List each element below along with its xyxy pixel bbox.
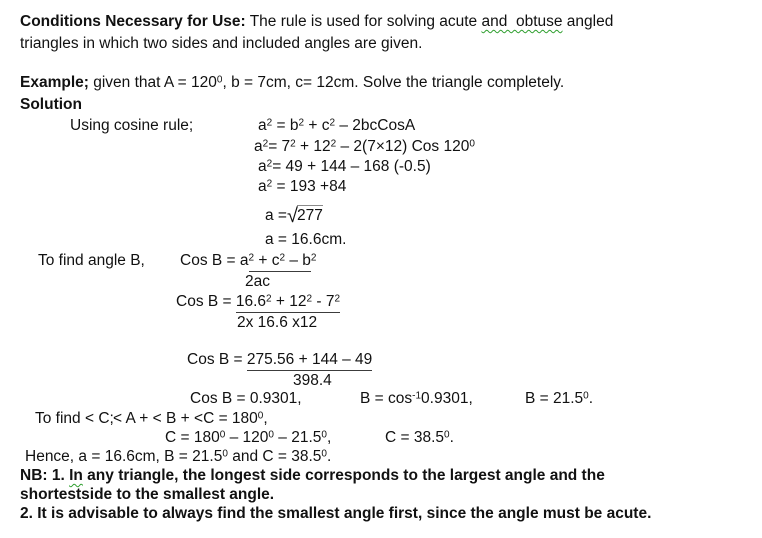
text-run: .	[326, 448, 332, 465]
superscript: 2	[310, 252, 317, 264]
text-run: = b	[272, 117, 299, 134]
superscript: 0	[216, 74, 223, 86]
text-run: shortestside to the smallest angle.	[20, 486, 275, 503]
superscript: 0	[268, 429, 274, 441]
text-run: B = cos	[360, 390, 413, 407]
text-run: .	[588, 390, 594, 407]
superscript: 2	[329, 117, 336, 129]
superscript: 0	[257, 410, 264, 422]
text-run: , b = 7cm, c= 12cm. Solve the triangle completely.	[222, 74, 565, 91]
text-run: Solution	[20, 96, 82, 113]
text-run: and C = 38.5	[227, 448, 322, 465]
example-line	[20, 73, 564, 93]
fraction-numerator	[176, 292, 340, 312]
hence-line	[25, 447, 331, 467]
text-run: B = 21.5	[525, 390, 584, 407]
text-run: a	[254, 138, 263, 155]
text-run: Cos B =	[187, 351, 247, 368]
inverse-cos-expression	[360, 389, 473, 409]
text-run: – 2(7×12) Cos 120	[336, 138, 470, 155]
text-run: given that A = 120	[88, 74, 217, 91]
text-run: a =	[265, 207, 287, 224]
text-run: – b	[285, 252, 311, 269]
underlined-numerator: 275.56 + 144 – 49	[247, 351, 372, 371]
superscript: 2	[306, 293, 313, 305]
text-run: – 21.5	[273, 429, 322, 446]
superscript: 0	[444, 429, 450, 441]
superscript: 2	[298, 117, 305, 129]
superscript: -1	[412, 390, 422, 402]
text-run: .	[449, 429, 454, 446]
conditions-heading: Conditions Necessary for Use:	[20, 13, 246, 30]
solution-heading	[20, 95, 82, 115]
angle-c-value	[385, 428, 454, 448]
underlined-numerator	[249, 252, 311, 272]
equation	[258, 116, 415, 136]
text-run: any triangle, the longest side corresponds to the largest angle and the	[82, 467, 605, 484]
text-run: < A + < B + <C = 180	[113, 410, 258, 427]
nb-line-1	[20, 466, 605, 486]
text-run: 2ac	[245, 273, 270, 290]
text-run: 2x 16.6 x12	[237, 314, 318, 331]
text-run: 16.6	[235, 293, 267, 310]
fraction-denominator	[293, 371, 332, 391]
superscript: 2	[279, 252, 286, 264]
find-angle-c-label: To find < C;	[35, 410, 114, 427]
nb-line-3	[20, 504, 651, 524]
equation-line-4	[258, 177, 346, 197]
sqrt-line	[265, 206, 323, 226]
text-run: = 7	[268, 138, 291, 155]
grammar-flagged-text: In	[69, 467, 83, 484]
text-run: 0.9301,	[421, 390, 473, 407]
radical-icon: √	[286, 205, 298, 227]
conditions-line-1	[20, 12, 613, 32]
angle-sum-equation	[113, 409, 268, 429]
superscript: 2	[330, 138, 337, 150]
superscript: 2	[266, 178, 273, 190]
angle-c-calculation	[165, 428, 331, 448]
fraction-denominator	[245, 272, 270, 292]
superscript: 2	[248, 252, 255, 264]
superscript: 2	[266, 293, 272, 305]
text-run: a	[258, 178, 267, 195]
text-run: – 120	[225, 429, 269, 446]
example-heading: Example;	[20, 74, 89, 91]
text-run: + 12	[271, 293, 307, 310]
text-run: The rule is used for solving acute	[245, 13, 482, 30]
fraction-numerator	[187, 350, 372, 370]
conditions-line-2	[20, 34, 422, 54]
text-run: a	[258, 117, 267, 134]
text-run: = 193 +84	[272, 178, 347, 195]
text-run: triangles in which two sides and included angles are given.	[20, 35, 423, 52]
text-run: = 49 + 144 – 168 (-0.5)	[272, 158, 431, 175]
cosb-value: Cos B = 0.9301,	[190, 390, 302, 407]
superscript: 0	[583, 390, 589, 402]
text-run: a = 16.6cm.	[265, 231, 347, 248]
nb-line-2	[20, 485, 274, 505]
superscript: 0	[219, 429, 226, 441]
text-run: a	[258, 158, 267, 175]
text-run: Cos B =	[176, 293, 236, 310]
text-run: + c	[304, 117, 330, 134]
superscript: 2	[290, 138, 296, 150]
angle-b-value	[525, 389, 593, 409]
text-run: + c	[254, 252, 280, 269]
grammar-flagged-text: and obtuse	[481, 13, 563, 30]
superscript: 0	[321, 448, 327, 460]
text-run: - 7	[312, 293, 335, 310]
cosine-rule-label: Using cosine rule;	[70, 117, 194, 134]
equation-line-3	[258, 157, 431, 177]
find-angle-b-label: To find angle B,	[38, 252, 145, 269]
find-angle-b-line	[0, 251, 762, 331]
text-run: ,	[326, 429, 332, 446]
text-run: angled	[562, 13, 614, 30]
equation-line-2	[254, 137, 475, 157]
text-run: – 2bcCosA	[335, 117, 416, 134]
text-run: 2. It is advisable to always find the smallest angle first, since the angle must be acute.	[20, 505, 652, 522]
text-run: C = 180	[165, 429, 220, 446]
text-run: 398.4	[293, 372, 332, 389]
text-run: Cos B = a	[180, 252, 249, 269]
superscript: 0	[321, 429, 327, 441]
text-run: Hence, a = 16.6cm, B = 21.5	[25, 448, 223, 465]
underlined-numerator	[236, 293, 340, 313]
superscript: 2	[262, 138, 269, 150]
text-run: NB: 1.	[20, 467, 70, 484]
text-run: C = 38.5	[385, 429, 445, 446]
text-run: + 12	[295, 138, 331, 155]
superscript: 0	[469, 138, 475, 150]
text-run: ,	[263, 410, 268, 427]
fraction-numerator	[180, 251, 316, 271]
superscript: 2	[266, 117, 273, 129]
superscript: 2	[334, 293, 341, 305]
a-result-line	[265, 230, 346, 250]
radicand: 277	[296, 207, 323, 224]
fraction-denominator	[237, 313, 317, 333]
superscript: 2	[266, 158, 273, 170]
superscript: 0	[222, 448, 228, 460]
